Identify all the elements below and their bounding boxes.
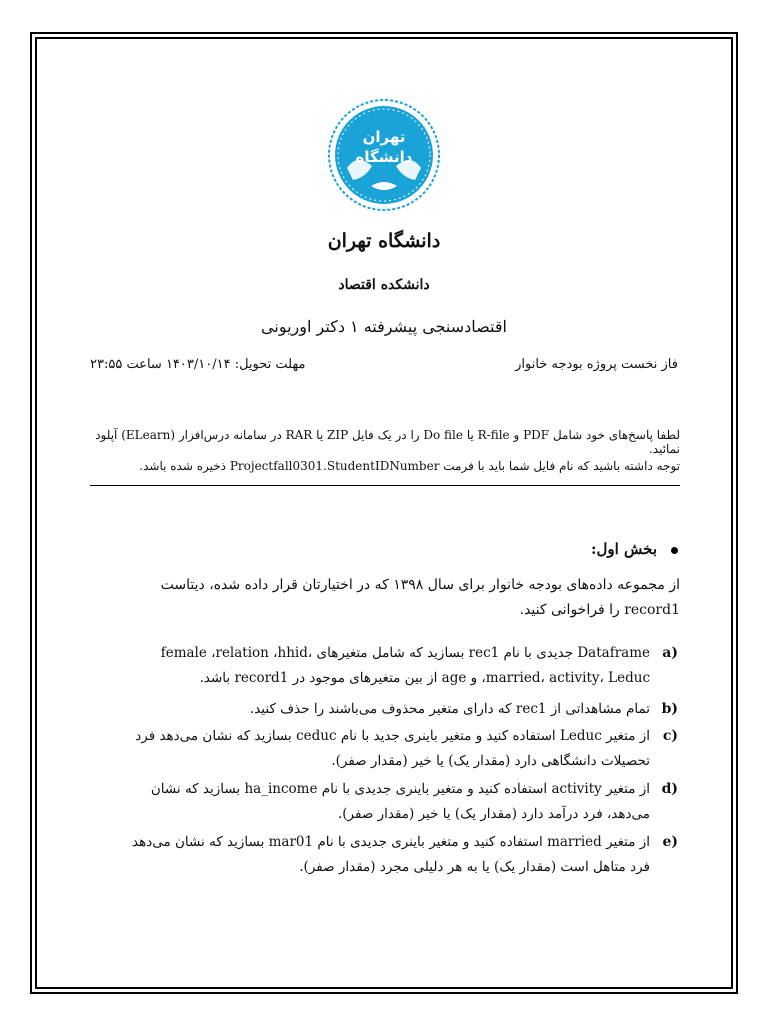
bullet-icon [671, 547, 678, 554]
filename-notice: توجه داشته باشید که نام فایل شما باید با فرمت Projectfall0301.StudentIDNumber ذخیره شده باشد. [139, 459, 680, 473]
section-intro: از مجموعه داده‌های بودجه خانوار برای سال ۱۳۹۸ که در اختیارتان قرار داده شده، دیتاست record1 را فراخوانی کنید. [160, 577, 680, 618]
svg-text:تهران: تهران [362, 128, 406, 146]
university-logo-icon [327, 98, 441, 212]
project-phase: فاز نخست پروژه بودجه خانوار [515, 357, 678, 372]
question-item [110, 777, 678, 827]
section-heading-text: بخش اول: [590, 540, 657, 558]
question-label: d) [661, 781, 678, 797]
question-label: e) [662, 834, 678, 850]
question-label: a) [662, 645, 678, 661]
university-name: دانشگاه تهران [327, 230, 441, 252]
question-text: تمام مشاهداتی از rec1 که دارای متغیر محذوف می‌باشند را حذف کنید. [249, 701, 650, 717]
submission-notice: لطفا پاسخ‌های خود شامل PDF و R-file یا Do file را در یک فایل ZIP یا RAR در سامانه درس‌افزار (ELearn) آپلود نمائید. [95, 428, 680, 456]
section-heading [591, 540, 678, 558]
question-item [110, 697, 678, 722]
question-item [110, 724, 678, 774]
question-text: Dataframe جدیدی با نام rec1 بسازید که شامل متغیرهای female ،relation ،hhid، married، activity، Leduc، و age از بین متغیرهای موجود در record1 باشد. [160, 645, 650, 686]
faculty-name: دانشکده اقتصاد [338, 277, 430, 293]
question-text: از متغیر activity استفاده کنید و متغیر باینری جدیدی با نام ha_income بسازید که نشان می‌دهد، فرد درآمد دارد (مقدار یک) یا خیر (مقدار صفر). [150, 781, 650, 822]
question-label: b) [661, 701, 678, 717]
divider [90, 485, 680, 486]
question-text: از متغیر Leduc استفاده کنید و متغیر باینری جدید با نام ceduc بسازید که نشان می‌دهد فرد تحصیلات دانشگاهی دارد (مقدار یک) یا خیر (مقدار صفر). [135, 728, 650, 769]
question-item [110, 830, 678, 880]
course-title: اقتصادسنجی پیشرفته ۱ دکتر اوریونی [261, 317, 507, 336]
svg-text:دانشگاه: دانشگاه [355, 148, 413, 166]
question-text: از متغیر married استفاده کنید و متغیر باینری جدیدی با نام mar01 بسازید که نشان می‌دهد فرد متاهل است (مقدار یک) یا به هر دلیلی مجرد (مقدار صفر). [131, 834, 650, 875]
question-item [110, 641, 678, 691]
question-label: c) [662, 728, 678, 744]
deadline: مهلت تحویل: ۱۴۰۳/۱۰/۱۴ ساعت ۲۳:۵۵ [90, 357, 306, 372]
